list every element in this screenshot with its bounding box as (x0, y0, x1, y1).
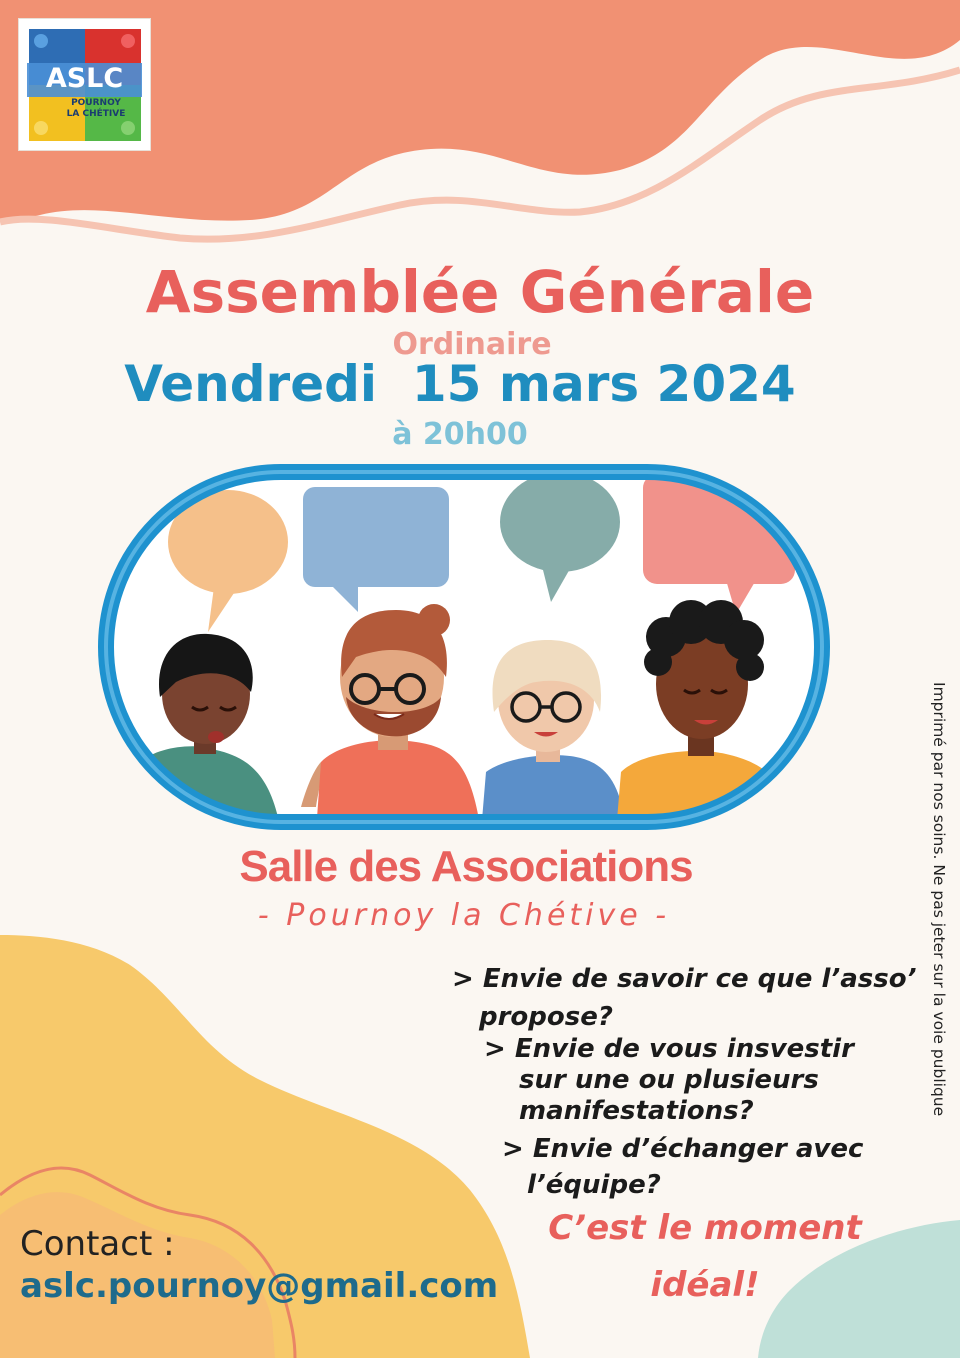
discussion-illustration (96, 462, 832, 832)
event-title: Assemblée Générale (145, 258, 815, 326)
cta-line-2: idéal! (650, 1265, 760, 1305)
association-logo (19, 19, 150, 150)
event-subtitle: Ordinaire (392, 327, 552, 362)
side-note-container (928, 682, 952, 1188)
logo-town-line1: POURNOY (71, 98, 121, 108)
question-2-line-1: > Envie de vous insvestir (484, 1034, 854, 1064)
side-note: Imprimé par nos soins. Ne pas jeter sur la voie publique (930, 682, 948, 1117)
question-1-line-1: > Envie de savoir ce que l’asso’ (452, 964, 917, 994)
event-date: Vendredi 15 mars 2024 (124, 355, 796, 413)
contact-email[interactable]: aslc.pournoy@gmail.com (20, 1266, 499, 1306)
question-2-line-2: sur une ou plusieurs (519, 1065, 819, 1095)
venue-town: - Pournoy la Chétive - (257, 898, 671, 933)
question-2-line-3: manifestations? (519, 1096, 754, 1126)
venue-name: Salle des Associations (239, 842, 693, 891)
logo-abbreviation: ASLC (45, 63, 124, 94)
event-time: à 20h00 (392, 417, 528, 452)
cta-line-1: C’est le moment (548, 1208, 862, 1248)
contact-label: Contact : (20, 1224, 175, 1264)
logo-town-line2: LA CHÉTIVE (66, 109, 126, 119)
question-3-line-2: l’équipe? (527, 1170, 661, 1200)
question-3-line-1: > Envie d’échanger avec (502, 1134, 864, 1164)
question-1-line-2: propose? (479, 1002, 613, 1032)
